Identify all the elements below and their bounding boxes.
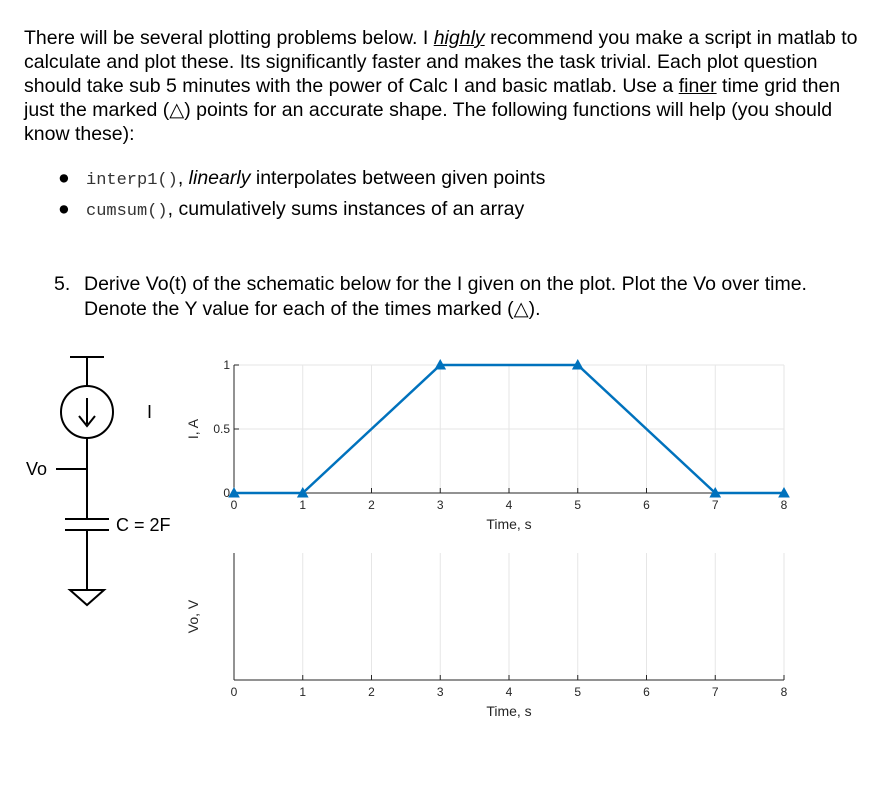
x-tick-label: 4: [505, 685, 513, 699]
function-description: cumulatively sums instances of an array: [178, 198, 525, 220]
bullet-icon: ●: [58, 167, 70, 189]
voltage-plot: [185, 553, 788, 719]
x-tick-label: 3: [436, 498, 444, 512]
x-tick-label: 1: [299, 685, 307, 699]
intro-emphasis-highly: highly: [433, 27, 485, 49]
y-axis-label: Vo, V: [185, 599, 201, 634]
ground-icon: [70, 590, 104, 605]
current-label: I: [147, 402, 153, 422]
function-separator: ,: [167, 198, 179, 220]
current-plot: [185, 358, 789, 532]
circuit-schematic: [56, 357, 113, 605]
x-axis-label: Time, s: [486, 703, 532, 719]
x-tick-label: 6: [643, 685, 650, 699]
capacitor-label: C = 2F: [116, 515, 171, 535]
x-tick-label: 8: [780, 685, 788, 699]
x-tick-label: 7: [711, 498, 719, 512]
x-tick-label: 1: [299, 498, 307, 512]
x-tick-label: 6: [643, 498, 650, 512]
y-tick-label: 1: [223, 358, 230, 372]
x-tick-label: 7: [711, 685, 719, 699]
y-axis-label: I, A: [185, 418, 201, 440]
x-tick-label: 5: [574, 685, 582, 699]
x-tick-label: 2: [368, 685, 375, 699]
function-description: interpolates between given points: [250, 167, 546, 189]
question-text: Derive Vo(t) of the schematic below for the I given on the plot. Plot the Vo over time. Denote the Y value for each of the times marked (△).: [84, 273, 807, 320]
function-code: cumsum(): [86, 202, 168, 221]
function-code: interp1(): [86, 171, 178, 190]
y-tick-label: 0.5: [213, 422, 230, 436]
x-tick-label: 0: [230, 685, 238, 699]
x-tick-label: 4: [505, 498, 513, 512]
output-label: Vo: [26, 459, 48, 479]
intro-text-3: time grid then just the marked (△) points for an accurate shape. The following functions will help (you should know these):: [24, 75, 841, 145]
x-tick-label: 8: [780, 498, 788, 512]
y-tick-label: 0: [223, 486, 230, 500]
intro-text-1: There will be several plotting problems below. I: [24, 27, 434, 49]
question-number: 5.: [54, 273, 71, 295]
function-emphasis: linearly: [188, 167, 251, 189]
x-axis-label: Time, s: [486, 516, 532, 532]
x-tick-label: 2: [368, 498, 375, 512]
x-tick-label: 0: [230, 498, 238, 512]
intro-text-2: recommend you make a script in matlab to calculate and plot these. Its significantly faster and makes the task trivial. Each plot question should take sub 5 minutes with the power of Calc I and basic matlab. Use a: [24, 27, 858, 97]
x-tick-label: 3: [436, 685, 444, 699]
bullet-icon: ●: [58, 198, 70, 220]
function-separator: ,: [177, 167, 189, 189]
intro-emphasis-finer: finer: [678, 75, 717, 97]
x-tick-label: 5: [574, 498, 582, 512]
